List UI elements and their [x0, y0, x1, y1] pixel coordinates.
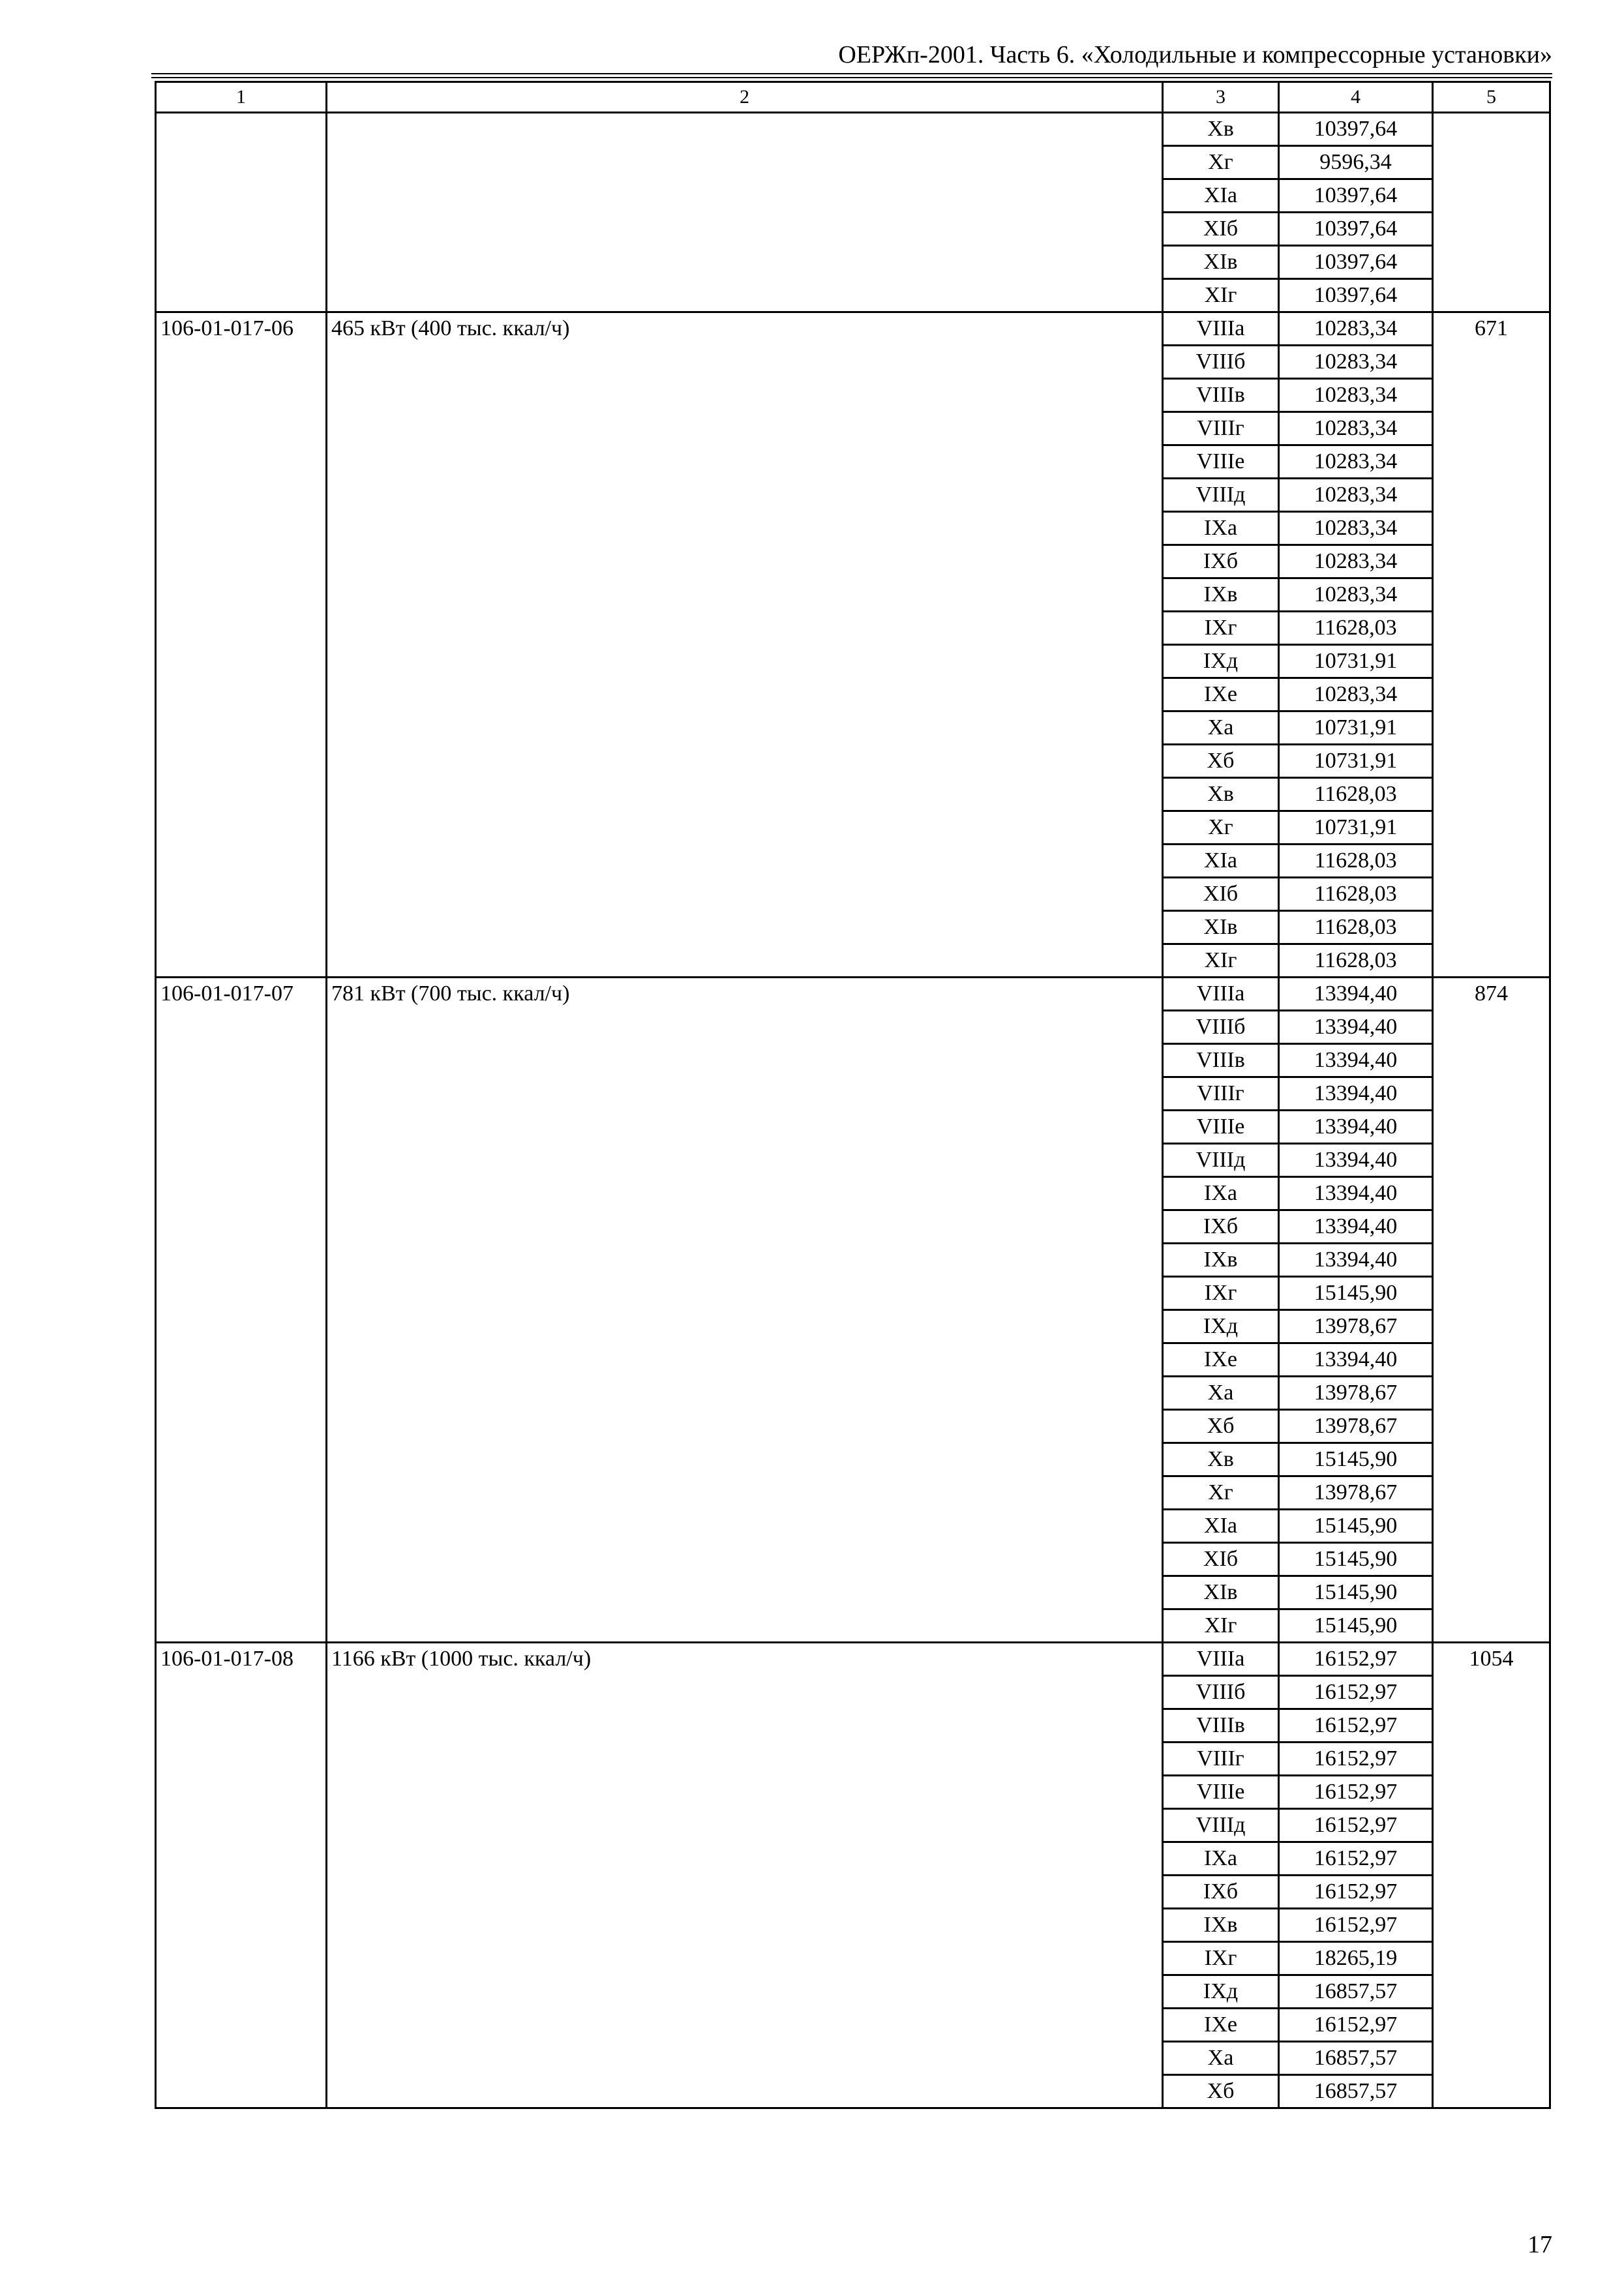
zone-cell: IХв [1163, 1244, 1279, 1277]
price-cell: 15145,90 [1279, 1576, 1433, 1609]
zone-cell: Хв [1163, 778, 1279, 811]
zone-cell: Хб [1163, 745, 1279, 778]
zone-cell: Ха [1163, 711, 1279, 745]
header-rule-double [151, 77, 1552, 78]
zone-cell: VIIIд [1163, 1144, 1279, 1177]
price-cell: 13394,40 [1279, 1210, 1433, 1244]
zone-cell: IХб [1163, 1210, 1279, 1244]
price-cell: 15145,90 [1279, 1543, 1433, 1576]
price-cell: 16152,97 [1279, 1643, 1433, 1676]
price-cell: 9596,34 [1279, 146, 1433, 179]
price-cell: 13394,40 [1279, 1077, 1433, 1111]
zone-cell: IХа [1163, 1177, 1279, 1210]
price-cell: 13978,67 [1279, 1377, 1433, 1410]
price-cell: 16152,97 [1279, 1876, 1433, 1909]
zone-cell: Ха [1163, 2042, 1279, 2075]
item-description-cell: 781 кВт (700 тыс. ккал/ч) [327, 978, 1163, 1643]
zone-cell: IХг [1163, 612, 1279, 645]
price-cell: 11628,03 [1279, 878, 1433, 911]
price-cell: 15145,90 [1279, 1277, 1433, 1310]
zone-cell: Ха [1163, 1377, 1279, 1410]
price-cell: 13394,40 [1279, 1044, 1433, 1077]
zone-cell: VIIIе [1163, 1111, 1279, 1144]
total-cell: 874 [1433, 978, 1550, 1643]
zone-cell: IХа [1163, 512, 1279, 545]
price-cell: 15145,90 [1279, 1609, 1433, 1643]
price-cell: 15145,90 [1279, 1443, 1433, 1476]
zone-cell: VIIIа [1163, 978, 1279, 1011]
price-cell: 11628,03 [1279, 944, 1433, 978]
price-cell: 10283,34 [1279, 545, 1433, 578]
zone-cell: VIIIд [1163, 1809, 1279, 1842]
price-cell: 16857,57 [1279, 1975, 1433, 2009]
total-cell: 1054 [1433, 1643, 1550, 2108]
zone-cell: IХв [1163, 578, 1279, 612]
zone-cell: IХв [1163, 1909, 1279, 1942]
item-description-cell: 465 кВт (400 тыс. ккал/ч) [327, 312, 1163, 978]
zone-cell: IХе [1163, 1343, 1279, 1377]
zone-cell: VIIIе [1163, 1776, 1279, 1809]
price-cell: 13394,40 [1279, 1011, 1433, 1044]
zone-cell: VIIIг [1163, 1743, 1279, 1776]
price-cell: 10283,34 [1279, 678, 1433, 711]
price-cell: 13394,40 [1279, 1244, 1433, 1277]
price-cell: 16152,97 [1279, 1842, 1433, 1876]
zone-cell: IХд [1163, 1975, 1279, 2009]
price-cell: 10397,64 [1279, 279, 1433, 312]
zone-cell: Хг [1163, 811, 1279, 845]
price-cell: 16152,97 [1279, 1776, 1433, 1809]
zone-cell: IХд [1163, 645, 1279, 678]
price-cell: 10397,64 [1279, 113, 1433, 146]
price-cell: 16152,97 [1279, 1909, 1433, 1942]
table-row [156, 312, 1550, 346]
zone-cell: IХг [1163, 1942, 1279, 1975]
zone-cell: VIIIв [1163, 379, 1279, 412]
price-cell: 13978,67 [1279, 1310, 1433, 1343]
zone-cell: VIIIа [1163, 312, 1279, 346]
item-description-cell: 1166 кВт (1000 тыс. ккал/ч) [327, 1643, 1163, 2108]
zone-cell: ХIб [1163, 878, 1279, 911]
zone-cell: VIIIе [1163, 445, 1279, 479]
total-cell: 671 [1433, 312, 1550, 978]
price-cell: 11628,03 [1279, 911, 1433, 944]
zone-cell: VIIIв [1163, 1709, 1279, 1743]
zone-cell: ХIв [1163, 911, 1279, 944]
zone-cell: Хб [1163, 2075, 1279, 2108]
column-header-3: 3 [1163, 82, 1279, 113]
price-cell: 13978,67 [1279, 1410, 1433, 1443]
table-row [156, 978, 1550, 1011]
price-cell: 10283,34 [1279, 445, 1433, 479]
page-header: ОЕРЖп-2001. Часть 6. «Холодильные и компрессорные установки» [838, 41, 1552, 68]
price-cell: 10397,64 [1279, 246, 1433, 279]
zone-cell: IХб [1163, 545, 1279, 578]
zone-cell: VIIIб [1163, 1011, 1279, 1044]
table-row [156, 113, 1550, 146]
column-header-4: 4 [1279, 82, 1433, 113]
zone-cell: VIIIг [1163, 412, 1279, 445]
zone-cell: Хв [1163, 113, 1279, 146]
price-cell: 16152,97 [1279, 1709, 1433, 1743]
price-cell: 13394,40 [1279, 978, 1433, 1011]
price-cell: 10397,64 [1279, 213, 1433, 246]
price-cell: 13394,40 [1279, 1177, 1433, 1210]
price-cell: 16152,97 [1279, 2009, 1433, 2042]
price-cell: 11628,03 [1279, 778, 1433, 811]
price-cell: 18265,19 [1279, 1942, 1433, 1975]
zone-cell: VIIIд [1163, 479, 1279, 512]
zone-cell: ХIг [1163, 279, 1279, 312]
zone-cell: ХIа [1163, 179, 1279, 213]
zone-cell: ХIб [1163, 1543, 1279, 1576]
price-cell: 13394,40 [1279, 1343, 1433, 1377]
header-rule [151, 73, 1552, 74]
zone-cell: VIIIв [1163, 1044, 1279, 1077]
zone-cell: IХе [1163, 678, 1279, 711]
zone-cell: IХд [1163, 1310, 1279, 1343]
zone-cell: ХIа [1163, 1510, 1279, 1543]
column-header-1: 1 [156, 82, 327, 113]
price-cell: 16857,57 [1279, 2075, 1433, 2108]
zone-cell: Хв [1163, 1443, 1279, 1476]
column-header-2: 2 [327, 82, 1163, 113]
price-cell: 10731,91 [1279, 745, 1433, 778]
price-cell: 10283,34 [1279, 346, 1433, 379]
price-cell: 16152,97 [1279, 1743, 1433, 1776]
column-header-5: 5 [1433, 82, 1550, 113]
zone-cell: Хг [1163, 146, 1279, 179]
price-cell: 13394,40 [1279, 1144, 1433, 1177]
price-cell: 10731,91 [1279, 711, 1433, 745]
page-number: 17 [1527, 2231, 1552, 2258]
zone-cell: ХIг [1163, 944, 1279, 978]
zone-cell: VIIIа [1163, 1643, 1279, 1676]
column-header-row [156, 82, 1550, 113]
table-row [156, 1643, 1550, 1676]
price-cell: 16152,97 [1279, 1809, 1433, 1842]
price-cell: 16152,97 [1279, 1676, 1433, 1709]
zone-cell: ХIг [1163, 1609, 1279, 1643]
zone-cell: ХIа [1163, 845, 1279, 878]
price-cell: 10397,64 [1279, 179, 1433, 213]
price-cell: 11628,03 [1279, 612, 1433, 645]
item-description-cell [327, 113, 1163, 312]
price-cell: 10283,34 [1279, 512, 1433, 545]
price-table [155, 81, 1551, 2109]
item-code-cell: 106-01-017-07 [156, 978, 327, 1643]
price-cell: 10283,34 [1279, 379, 1433, 412]
zone-cell: VIIIг [1163, 1077, 1279, 1111]
price-cell: 11628,03 [1279, 845, 1433, 878]
zone-cell: VIIIб [1163, 1676, 1279, 1709]
total-cell [1433, 113, 1550, 312]
zone-cell: Хб [1163, 1410, 1279, 1443]
zone-cell: ХIв [1163, 246, 1279, 279]
table-body [156, 82, 1550, 2108]
price-cell: 10283,34 [1279, 412, 1433, 445]
price-cell: 10731,91 [1279, 645, 1433, 678]
item-code-cell [156, 113, 327, 312]
zone-cell: ХIв [1163, 1576, 1279, 1609]
zone-cell: VIIIб [1163, 346, 1279, 379]
price-cell: 10283,34 [1279, 479, 1433, 512]
item-code-cell: 106-01-017-08 [156, 1643, 327, 2108]
zone-cell: IХб [1163, 1876, 1279, 1909]
price-cell: 10283,34 [1279, 578, 1433, 612]
item-code-cell: 106-01-017-06 [156, 312, 327, 978]
price-cell: 13978,67 [1279, 1476, 1433, 1510]
zone-cell: IХе [1163, 2009, 1279, 2042]
zone-cell: ХIб [1163, 213, 1279, 246]
price-cell: 13394,40 [1279, 1111, 1433, 1144]
price-cell: 10283,34 [1279, 312, 1433, 346]
price-cell: 10731,91 [1279, 811, 1433, 845]
price-cell: 15145,90 [1279, 1510, 1433, 1543]
price-cell: 16857,57 [1279, 2042, 1433, 2075]
zone-cell: IХг [1163, 1277, 1279, 1310]
zone-cell: Хг [1163, 1476, 1279, 1510]
zone-cell: IХа [1163, 1842, 1279, 1876]
